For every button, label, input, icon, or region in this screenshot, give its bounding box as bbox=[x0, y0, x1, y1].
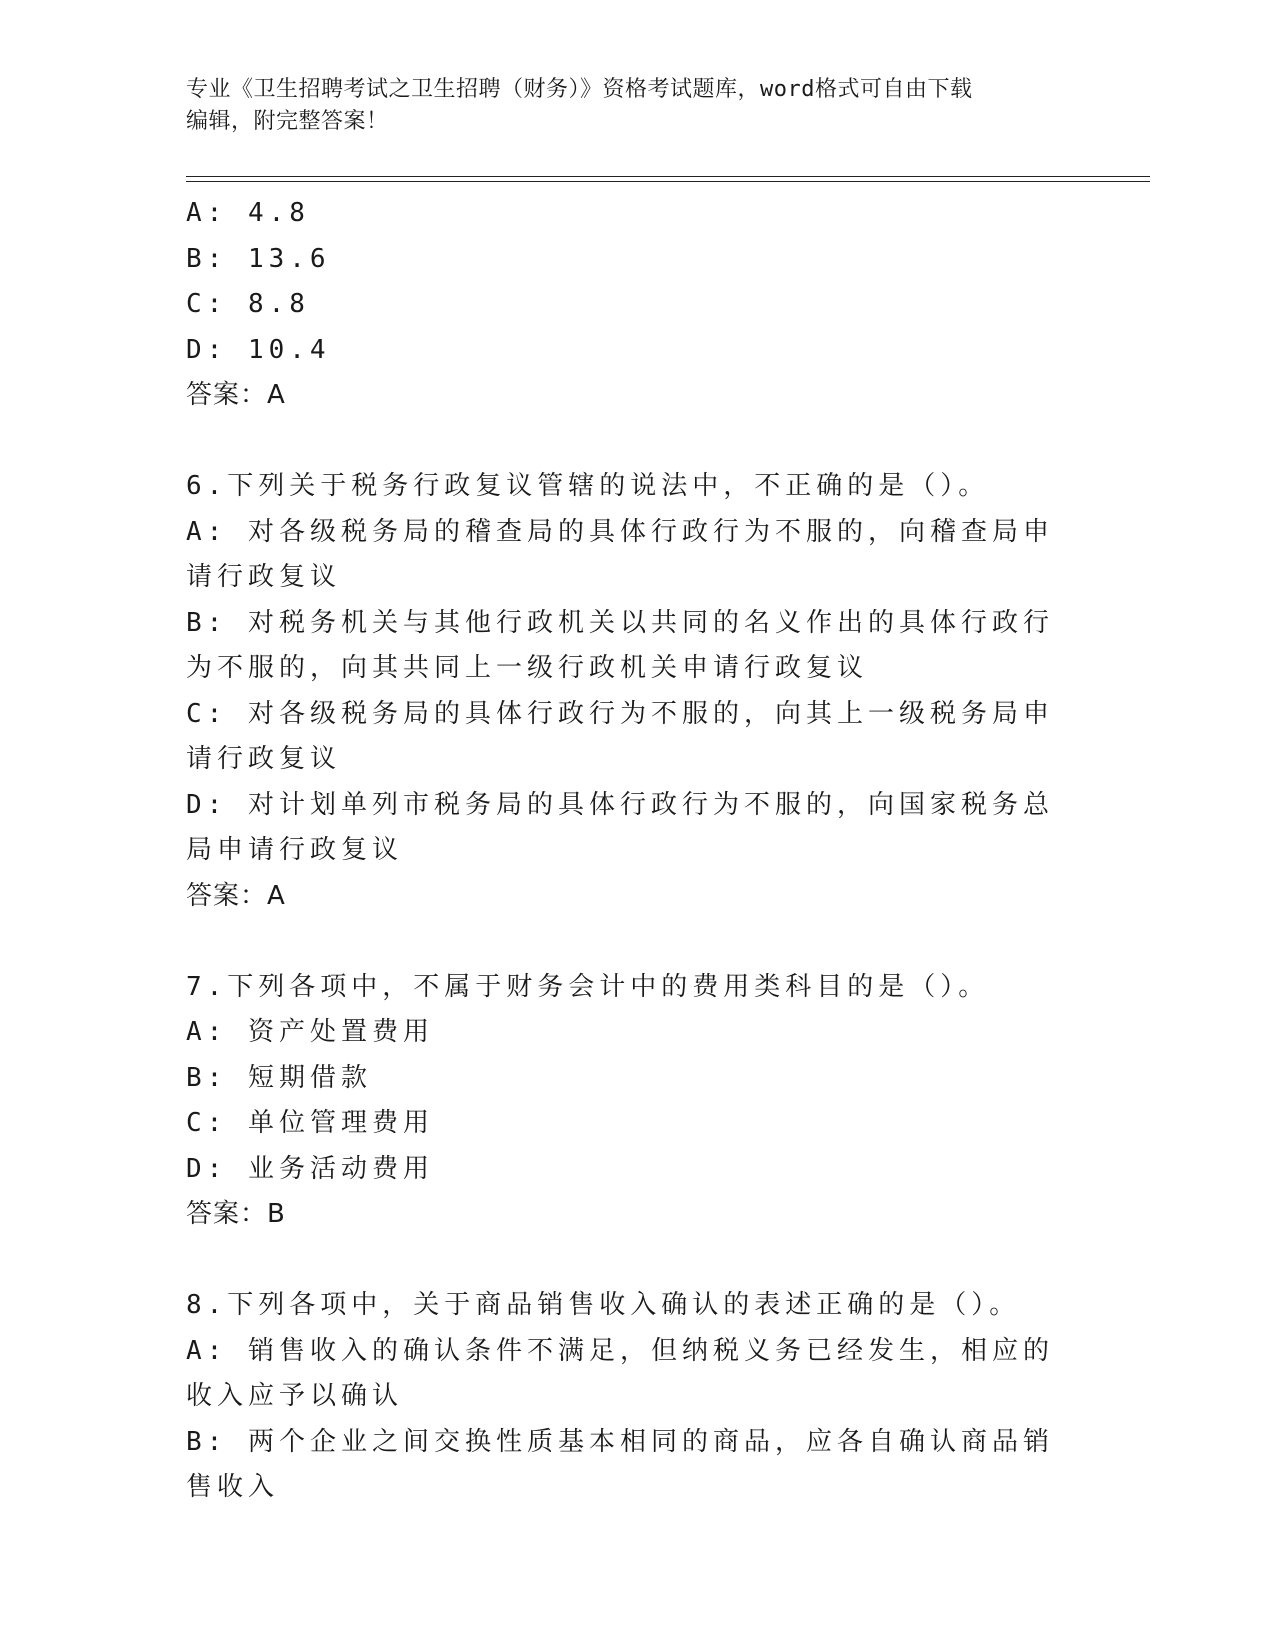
question-7 bbox=[186, 965, 1066, 1238]
option-d: D: 10.4 bbox=[186, 334, 331, 365]
option-d: D: 对计划单列市税务局的具体行政行为不服的，向国家税务总局申请行政复议 bbox=[186, 789, 1054, 865]
document-body bbox=[186, 191, 1066, 1511]
header-divider-top bbox=[186, 176, 1150, 177]
question-stem: 8.下列各项中，关于商品销售收入确认的表述正确的是（）。 bbox=[186, 1290, 1021, 1320]
option-b: B: 短期借款 bbox=[186, 1062, 372, 1093]
option-a: A: 对各级税务局的稽查局的具体行政行为不服的，向稽查局申请行政复议 bbox=[186, 516, 1054, 592]
spacer bbox=[186, 919, 1066, 965]
option-b: B: 两个企业之间交换性质基本相同的商品，应各自确认商品销售收入 bbox=[186, 1426, 1054, 1502]
question-5 bbox=[186, 191, 1066, 419]
question-6 bbox=[186, 464, 1066, 919]
question-stem: 7.下列各项中，不属于财务会计中的费用类科目的是（）。 bbox=[186, 971, 990, 1002]
question-stem: 6.下列关于税务行政复议管辖的说法中，不正确的是（）。 bbox=[186, 471, 990, 501]
spacer bbox=[186, 419, 1066, 465]
header-line-2: 编辑，附完整答案！ bbox=[186, 109, 389, 134]
option-a: A: 销售收入的确认条件不满足，但纳税义务已经发生，相应的收入应予以确认 bbox=[186, 1335, 1054, 1411]
option-a: A: 4.8 bbox=[186, 198, 310, 228]
option-d: D: 业务活动费用 bbox=[186, 1153, 434, 1184]
header-divider-bottom bbox=[186, 181, 1150, 182]
answer-line: 答案：B bbox=[186, 1199, 286, 1229]
option-a: A: 资产处置费用 bbox=[186, 1017, 434, 1047]
option-c: C: 对各级税务局的具体行政行为不服的，向其上一级税务局申请行政复议 bbox=[186, 698, 1054, 774]
option-b: B: 13.6 bbox=[186, 243, 331, 274]
option-c: C: 8.8 bbox=[186, 289, 310, 319]
spacer bbox=[186, 1238, 1066, 1284]
question-8 bbox=[186, 1283, 1066, 1511]
header-line-1: 专业《卫生招聘考试之卫生招聘（财务）》资格考试题库，word格式可自由下载 bbox=[186, 77, 973, 102]
answer-line: 答案：A bbox=[186, 380, 286, 410]
answer-line: 答案：A bbox=[186, 880, 286, 911]
option-b: B: 对税务机关与其他行政机关以共同的名义作出的具体行政行为不服的，向其共同上一级行政机关申请行政复议 bbox=[186, 607, 1054, 683]
option-c: C: 单位管理费用 bbox=[186, 1108, 434, 1138]
document-header bbox=[186, 74, 1066, 138]
